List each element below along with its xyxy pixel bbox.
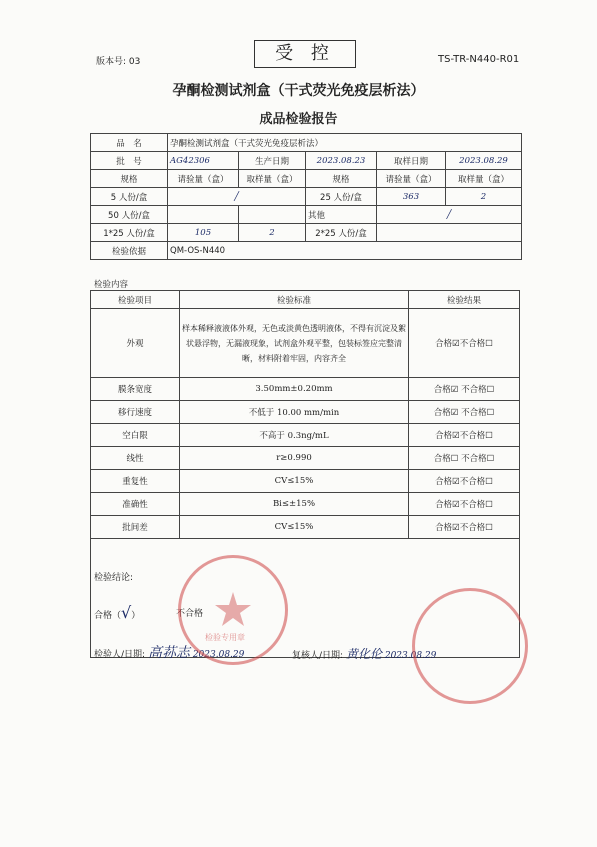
result-migration-speed: 合格☑ 不合格☐ <box>409 401 520 424</box>
spec-2x25: 2*25 人份/盒 <box>306 224 377 242</box>
inspector-date: 2023.08.29 <box>192 650 245 660</box>
basis-value: QM-OS-N440 <box>168 242 522 260</box>
reviewer-seal-stamp <box>412 588 528 704</box>
inspector-signature: 高荪志 <box>147 645 190 661</box>
spec-50-request <box>168 206 239 224</box>
company-seal-stamp <box>178 555 288 665</box>
sample-qty-label-left: 取样量（盒） <box>239 170 306 188</box>
standard-appearance: 样本稀释液液体外观，无色或淡黄色透明液体，不得有沉淀及絮状悬浮物，无漏液现象，试剂盒外观平整，包装标签应完整清晰，材料附着牢固，内容齐全 <box>180 309 409 378</box>
spec-other: 其他 <box>306 206 377 224</box>
product-label: 品 名 <box>91 134 168 152</box>
spec-50-sample <box>239 206 306 224</box>
spec-25-sample: 2 <box>446 188 522 206</box>
result-accuracy: 合格☑不合格☐ <box>409 493 520 516</box>
result-blank-limit: 合格☑不合格☐ <box>409 424 520 447</box>
batch-label: 批 号 <box>91 152 168 170</box>
inspector-label: 检验人/日期: <box>94 650 146 660</box>
col-standard-header: 检验标准 <box>180 291 409 309</box>
sampling-date-value: 2023.08.29 <box>446 152 522 170</box>
spec-5: 5 人份/盒 <box>91 188 168 206</box>
spec-label-left: 规格 <box>91 170 168 188</box>
request-qty-label-right: 请验量（盒） <box>377 170 446 188</box>
col-item-header: 检验项目 <box>91 291 180 309</box>
result-linearity: 合格☐ 不合格☐ <box>409 447 520 470</box>
item-blank-limit: 空白限 <box>91 424 180 447</box>
spec-2x25-qty <box>377 224 522 242</box>
standard-accuracy: Bi≤±15% <box>180 493 409 516</box>
reviewer-label: 复核人/日期: <box>292 651 344 661</box>
qualified-option <box>94 603 140 622</box>
sampling-date-label: 取样日期 <box>377 152 446 170</box>
document-code: TS-TR-N440-R01 <box>438 54 520 65</box>
spec-50: 50 人份/盒 <box>91 206 168 224</box>
product-value: 孕酮检测试剂盒（干式荧光免疫层析法） <box>168 134 522 152</box>
check-mark-icon: √ <box>121 603 132 622</box>
document-title: 孕酮检测试剂盒（干式荧光免疫层析法） <box>172 83 425 99</box>
reviewer-date: 2023.08.29 <box>384 651 437 661</box>
seal-star-icon <box>181 558 285 662</box>
result-appearance: 合格☑不合格☐ <box>409 309 520 378</box>
spec-1x25-sample: 2 <box>239 224 306 242</box>
spec-other-qty: ╱ <box>377 206 522 224</box>
item-batch-variance: 批间差 <box>91 516 180 539</box>
request-qty-label-left: 请验量（盒） <box>168 170 239 188</box>
product-info-table <box>90 133 522 260</box>
item-migration-speed: 移行速度 <box>91 401 180 424</box>
result-repeatability: 合格☑不合格☐ <box>409 470 520 493</box>
standard-repeatability: CV≤15% <box>180 470 409 493</box>
seal-text: 检验专用章 <box>205 633 245 642</box>
standard-membrane-width: 3.50mm±0.20mm <box>180 378 409 401</box>
unqualified-label: 不合格 <box>176 609 204 619</box>
item-appearance: 外观 <box>91 309 180 378</box>
standard-batch-variance: CV≤15% <box>180 516 409 539</box>
version-number: 版本号: 03 <box>96 57 141 67</box>
spec-1x25: 1*25 人份/盒 <box>91 224 168 242</box>
basis-label: 检验依据 <box>91 242 168 260</box>
production-date-value: 2023.08.23 <box>306 152 377 170</box>
standard-migration-speed: 不低于 10.00 mm/min <box>180 401 409 424</box>
document-subtitle: 成品检验报告 <box>259 112 338 127</box>
production-date-label: 生产日期 <box>239 152 306 170</box>
spec-1x25-request: 105 <box>168 224 239 242</box>
controlled-stamp: 受 控 <box>254 40 356 68</box>
inspection-section-label: 检验内容 <box>94 280 129 290</box>
item-membrane-width: 膜条宽度 <box>91 378 180 401</box>
spec-25-request: 363 <box>377 188 446 206</box>
sample-qty-label-right: 取样量（盒） <box>446 170 522 188</box>
qualified-close: ） <box>131 611 141 621</box>
result-membrane-width: 合格☑ 不合格☐ <box>409 378 520 401</box>
batch-value: AG42306 <box>168 152 239 170</box>
qualified-label: 合格（ <box>94 611 122 621</box>
item-accuracy: 准确性 <box>91 493 180 516</box>
reviewer-signature: 黄化伦 <box>345 647 382 661</box>
col-result-header: 检验结果 <box>409 291 520 309</box>
standard-linearity: r≥0.990 <box>180 447 409 470</box>
conclusion-label: 检验结论: <box>94 573 134 583</box>
result-batch-variance: 合格☑不合格☐ <box>409 516 520 539</box>
item-linearity: 线性 <box>91 447 180 470</box>
standard-blank-limit: 不高于 0.3ng/mL <box>180 424 409 447</box>
item-repeatability: 重复性 <box>91 470 180 493</box>
spec-label-right: 规格 <box>306 170 377 188</box>
spec-5-qty: ╱ <box>168 188 306 206</box>
spec-25: 25 人份/盒 <box>306 188 377 206</box>
